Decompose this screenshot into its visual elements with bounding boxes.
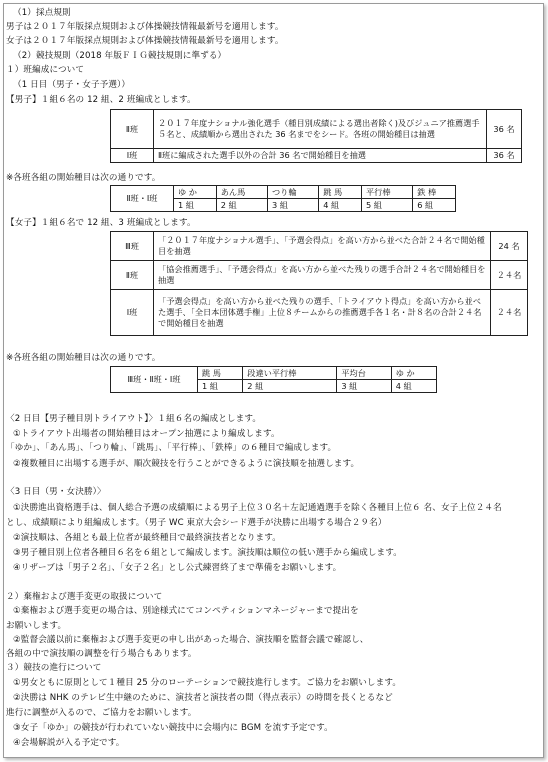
team-cell: Ⅱ班 xyxy=(111,110,154,149)
group-cell: 3 組 xyxy=(337,380,391,393)
text-line: ②決勝は NHK のテレビ生中継のために、演技者と演技者の間（得点表示）の時間を長くとるなど xyxy=(13,693,393,703)
count-cell: 24 名 xyxy=(491,232,528,261)
women-start-table xyxy=(110,366,437,393)
group-cell: 1 組 xyxy=(198,380,243,393)
count-cell: ２４名 xyxy=(491,261,528,290)
count-cell: 36 名 xyxy=(487,149,522,163)
table-row xyxy=(111,232,528,261)
group-cell: 2 組 xyxy=(243,380,337,393)
text-line: ②演技順は、各組とも最上位者が最終種目で最終演技者となります。 xyxy=(13,533,281,543)
women-groups-table xyxy=(110,231,528,336)
heading-day3: 〈3 日目（男・女決勝）〉 xyxy=(6,487,106,497)
text-line: 女子は２０１７年版採点規則および体操競技情報最新号を適用します。 xyxy=(6,36,284,46)
group-cell: 2 組 xyxy=(216,199,267,212)
event-cell: つり輪 xyxy=(267,186,318,199)
event-cell: 段違い平行棒 xyxy=(243,367,337,380)
group-cell: 1 組 xyxy=(174,199,217,212)
heading-progress: ３）競技の進行について xyxy=(6,663,102,673)
text-line: １）班編成について xyxy=(6,65,85,75)
men-start-table xyxy=(110,185,456,212)
event-cell: ゆ か xyxy=(174,186,217,199)
heading-competition-rules: （2）競技規則（2018 年版ＦＩＧ競技規則に準ずる） xyxy=(13,51,227,61)
event-cell: あん馬 xyxy=(216,186,267,199)
text-line: 「ゆか」、「あん馬」、「つり輪」、「跳馬」、「平行棒」、「鉄棒」の６種目で編成します。 xyxy=(6,443,337,453)
group-label-cell: Ⅱ班・Ⅰ班 xyxy=(111,186,174,212)
event-cell: 平均台 xyxy=(337,367,391,380)
heading-scoring-rules: （1）採点規則 xyxy=(13,8,71,18)
desc-cell: 「協会推薦選手」、「予選会得点」を高い方から並べた残りの選手合計２４名で開始種目を抽選 xyxy=(154,261,491,290)
text-line: ③女子「ゆか」の競技が行われていない競技中に会場内に BGM を流す予定です。 xyxy=(13,723,333,733)
table-row xyxy=(111,261,528,290)
text-line: ①トライアウト出場者の開始種目はオープン抽選により編成します。 xyxy=(13,429,280,439)
text-line: お願いします。 xyxy=(6,621,67,631)
desc-cell: 「２０１７年度ナショナル選手」、「予選会得点」を高い方から並べた合計２４名で開始種目を抽選 xyxy=(154,232,491,261)
text-line: ①棄権および選手変更の場合は、別途様式にてコンペティションマネージャーまで提出を xyxy=(13,606,359,616)
men-groups-table xyxy=(110,109,522,163)
event-cell: 跳 馬 xyxy=(198,367,243,380)
table-row xyxy=(111,149,522,163)
event-cell: 平行棒 xyxy=(361,186,412,199)
heading-women: 【女子】１組６名で 12 組、3 班編成とします。 xyxy=(6,218,196,228)
text-line: ①男女ともに原則として１種目 25 分のローテーションで競技進行します。ご協力をお願いします。 xyxy=(13,678,402,688)
group-cell: 4 組 xyxy=(391,380,436,393)
text-line: 男子は２０１７年版採点規則および体操競技情報最新号を適用します。 xyxy=(6,22,284,32)
text-line: ※各班各組の開始種目は次の通りです。 xyxy=(6,353,161,363)
text-line: ②複数種目に出場する選手が、順次競技を行うことができるように演技順を抽選します。 xyxy=(13,459,360,469)
table-row xyxy=(111,186,456,199)
text-line: 各組の中で演技順の調整を行う場合もあります。 xyxy=(6,649,197,659)
table-row xyxy=(111,367,437,380)
text-line: ④会場解説が入る予定です。 xyxy=(13,738,125,748)
count-cell: 36 名 xyxy=(487,110,522,149)
text-line: ④リザーブは「男子２名」、「女子２名」とし公式練習終了まで準備をお願いします。 xyxy=(13,563,342,573)
text-line: とし、成績順により組編成します。（男子 WC 東京大会シード選手が決勝に出場する場合２９名） xyxy=(6,518,387,528)
group-cell: 4 組 xyxy=(319,199,362,212)
team-cell: Ⅰ班 xyxy=(111,290,154,336)
desc-cell: 「予選会得点」を高い方から並べた残りの選手、「トライアウト得点」を高い方から並べた選手、「全日本団体選手権」上位８チームからの推薦選手各１名・計８名の合計２４名で開始種目を抽選 xyxy=(154,290,491,336)
desc-cell: Ⅱ班に編成された選手以外の合計 36 名で開始種目を抽選 xyxy=(154,149,487,163)
event-cell: 跳 馬 xyxy=(319,186,362,199)
text-line: ②監督会議以前に棄権および選手変更の申し出があった場合、演技順を監督会議で確認し、 xyxy=(13,635,369,645)
count-cell: ２４名 xyxy=(491,290,528,336)
team-cell: Ⅰ班 xyxy=(111,149,154,163)
event-cell: 鉄 棒 xyxy=(413,186,456,199)
heading-men: 【男子】１組６名の 12 組、2 班編成とします。 xyxy=(6,95,196,105)
group-cell: 5 組 xyxy=(361,199,412,212)
group-cell: 6 組 xyxy=(413,199,456,212)
text-line: ③男子種目別上位者各種目６名を６組として編成します。演技順は順位の低い選手から編成します。 xyxy=(13,548,402,558)
team-cell: Ⅲ班 xyxy=(111,232,154,261)
heading-withdrawal: ２）棄権および選手変更の取扱について xyxy=(6,592,163,602)
table-row xyxy=(111,110,522,149)
group-cell: 3 組 xyxy=(267,199,318,212)
text-line: （1 日目（男子・女子予選）） xyxy=(13,80,131,90)
desc-cell: ２０１７年度ナショナル強化選手（種目別成績による選出者除く)及びジュニア推薦選手５名と、成績順から選出された 36 名までをシード。各班の開始種目は抽選 xyxy=(154,110,487,149)
text-line: ※各班各組の開始種目は次の通りです。 xyxy=(6,173,161,183)
text-line: ①決勝進出資格選手は、個人総合予選の成績順による男子上位３０名＋左記通過選手を除く各種目上位６ 名、女子上位２４名 xyxy=(13,503,502,513)
heading-day2: 〈2 日目【男子種目別トライアウト】〉１組６名の編成とします。 xyxy=(6,414,262,424)
table-row xyxy=(111,290,528,336)
group-label-cell: Ⅲ班・Ⅱ班・Ⅰ班 xyxy=(111,367,198,393)
team-cell: Ⅱ班 xyxy=(111,261,154,290)
event-cell: ゆ か xyxy=(391,367,436,380)
text-line: 進行に調整が入るので、ご協力をお願いします。 xyxy=(6,708,197,718)
